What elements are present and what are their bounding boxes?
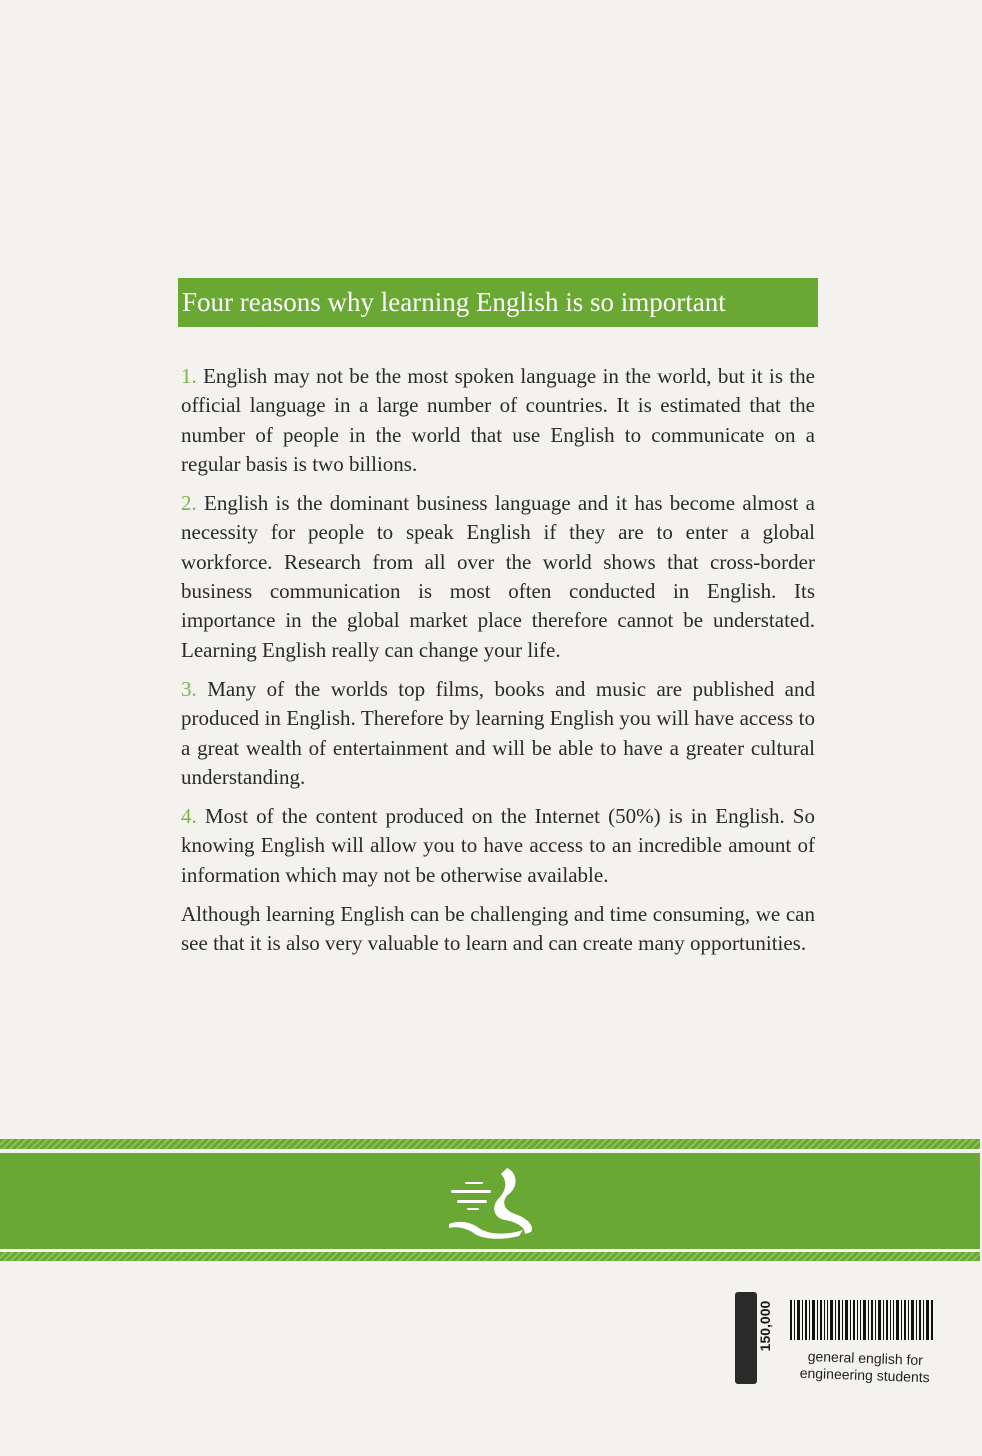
reason-text: English may not be the most spoken language in the world, but it is the official language in a large number of countries. It is estimated that the number of people in the world that use English to communicate on a regular basis is two billions.	[181, 364, 815, 476]
body-text	[181, 362, 815, 969]
reason-number: 1.	[181, 364, 197, 388]
reason-text: English is the dominant business language and it has become almost a necessity for people to speak English if they are to enter a global workforce. Research from all over the world shows that cross-border business communication is most often conducted in English. Its importance in the global market place therefore cannot be understated. Learning English really can change your life.	[181, 491, 815, 662]
page-title: Four reasons why learning English is so important	[182, 287, 726, 317]
reason-number: 2.	[181, 491, 197, 516]
reason-number: 3.	[181, 676, 197, 701]
reason-paragraph-3	[181, 675, 815, 792]
reason-text: Most of the content produced on the Internet (50%) is in English. So knowing English will allow you to have access to an incredible amount of information which may not be otherwise available.	[181, 804, 815, 887]
sticker-tab	[735, 1292, 757, 1384]
reason-paragraph-2	[181, 489, 815, 665]
barcode-icon	[790, 1300, 935, 1346]
reason-paragraph-4	[181, 802, 815, 890]
book-title-label: general english for engineering students	[799, 1348, 930, 1386]
publisher-logo-icon	[445, 1160, 545, 1240]
reason-text: Many of the worlds top films, books and music are published and produced in English. Therefore by learning English you will have access to a great wealth of entertainment and will be able to have a greater cultural understanding.	[181, 676, 815, 789]
conclusion-paragraph: Although learning English can be challenging and time consuming, we can see that it is also very valuable to learn and can create many opportunities.	[181, 902, 815, 956]
bottom-stripe	[0, 1252, 980, 1261]
reason-number: 4.	[181, 804, 197, 829]
top-stripe	[0, 1139, 980, 1149]
reason-paragraph-1	[181, 362, 815, 479]
title-banner	[178, 278, 818, 327]
price-label: 150,000	[757, 1300, 773, 1352]
